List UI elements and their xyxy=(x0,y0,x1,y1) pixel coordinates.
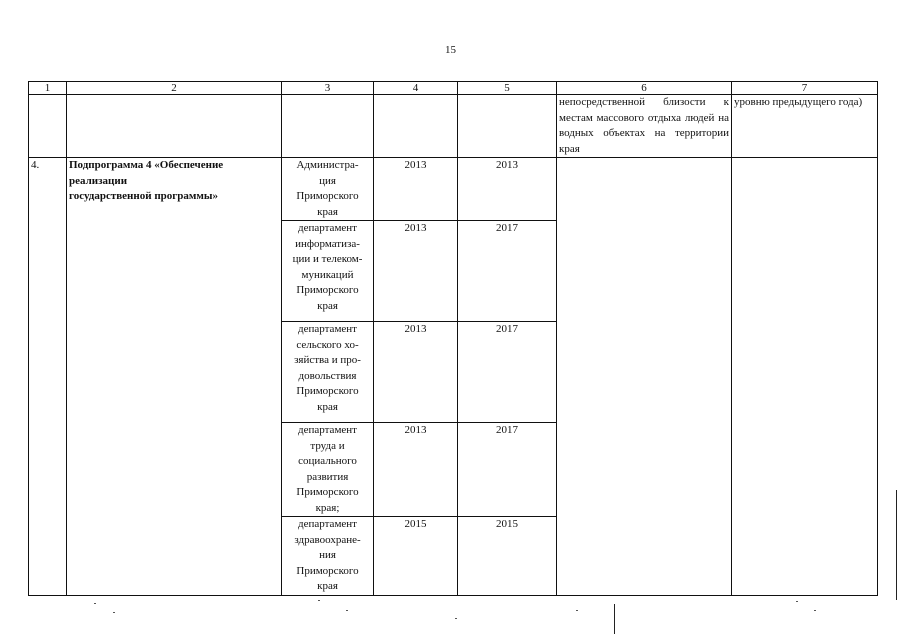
start-year-cell: 2013 xyxy=(374,423,458,517)
scan-edge-line xyxy=(614,604,615,634)
start-year-cell: 2015 xyxy=(374,517,458,596)
scan-speck xyxy=(576,610,578,611)
col-header-7: 7 xyxy=(732,82,878,95)
executor-cell: департамент здравоохране- ния Приморского края xyxy=(282,517,374,596)
target-cell xyxy=(732,158,878,596)
scan-speck xyxy=(94,603,96,604)
page-number: 15 xyxy=(445,44,456,56)
col-header-5: 5 xyxy=(458,82,557,95)
indicator-cell xyxy=(557,158,732,596)
start-year-cell: 2013 xyxy=(374,221,458,322)
scan-speck xyxy=(346,610,348,611)
col-header-3: 3 xyxy=(282,82,374,95)
row-number: 4. xyxy=(29,158,67,596)
executor-cell: Администра- ция Приморского края xyxy=(282,158,374,221)
end-year-cell: 2017 xyxy=(458,221,557,322)
continuation-target-text: уровню предыдущего года) xyxy=(732,95,878,158)
col-header-4: 4 xyxy=(374,82,458,95)
executor-cell: департамент труда и социального развития Приморского края; xyxy=(282,423,374,517)
table-cell xyxy=(374,95,458,158)
table-cell xyxy=(282,95,374,158)
col-header-2: 2 xyxy=(67,82,282,95)
table-cell xyxy=(67,95,282,158)
start-year-cell: 2013 xyxy=(374,322,458,423)
col-header-1: 1 xyxy=(29,82,67,95)
scan-speck xyxy=(113,612,115,613)
scan-speck xyxy=(796,601,798,602)
end-year-cell: 2017 xyxy=(458,423,557,517)
continuation-row xyxy=(29,95,878,158)
end-year-cell: 2015 xyxy=(458,517,557,596)
table-row xyxy=(29,158,878,221)
executor-cell: департамент информатиза- ции и телеком- муникаций Приморского края xyxy=(282,221,374,322)
col-header-6: 6 xyxy=(557,82,732,95)
table-cell xyxy=(458,95,557,158)
scan-edge-line xyxy=(896,490,897,600)
subprogram-title: Подпрограмма 4 «Обеспечение реализации государственной программы» xyxy=(67,158,282,596)
continuation-indicator-text: непосредственной близости к местам массового отдыха людей на водных объектах на территории края xyxy=(557,95,732,158)
table-cell xyxy=(29,95,67,158)
start-year-cell: 2013 xyxy=(374,158,458,221)
executor-cell: департамент сельского хо- зяйства и про- довольствия Приморского края xyxy=(282,322,374,423)
end-year-cell: 2017 xyxy=(458,322,557,423)
scan-speck xyxy=(814,610,816,611)
scan-speck xyxy=(455,618,457,619)
scan-speck xyxy=(318,600,320,601)
end-year-cell: 2013 xyxy=(458,158,557,221)
program-table xyxy=(28,81,878,596)
header-row xyxy=(29,82,878,95)
